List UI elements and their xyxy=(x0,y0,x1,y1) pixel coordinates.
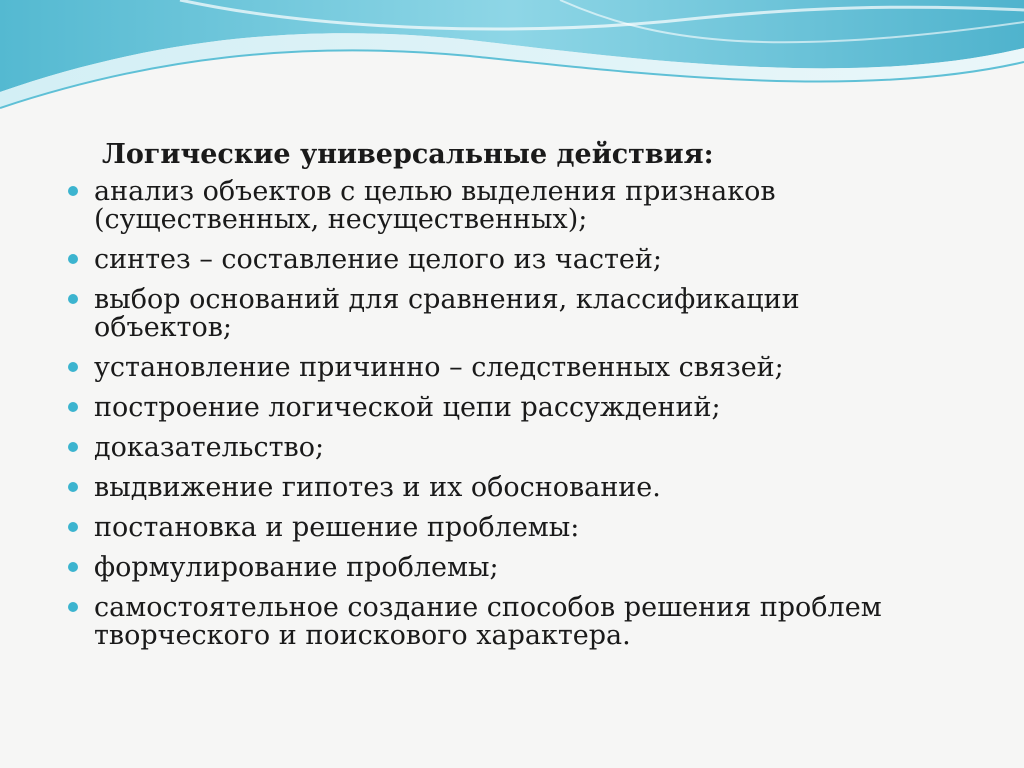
bullet-text-line: постановка и решение проблемы: xyxy=(94,512,580,543)
bullet-text-line: синтез – составление целого из частей; xyxy=(94,244,662,275)
bullet-text-line: установление причинно – следственных связей; xyxy=(94,352,784,383)
bullet-item xyxy=(66,434,976,462)
bullet-text-line: самостоятельное создание способов решения проблем xyxy=(94,592,882,623)
bullet-text-line: формулирование проблемы; xyxy=(94,552,499,583)
bullet-dot-icon xyxy=(68,362,78,372)
bullet-dot-icon xyxy=(68,402,78,412)
bullet-text-line: анализ объектов с целью выделения признаков xyxy=(94,176,776,207)
bullet-text-line: выдвижение гипотез и их обоснование. xyxy=(94,472,661,503)
bullet-dot-icon xyxy=(68,254,78,264)
bullet-dot-icon xyxy=(68,442,78,452)
bullet-dot-icon xyxy=(68,602,78,612)
bullet-text-line: выбор оснований для сравнения, классификации xyxy=(94,284,800,315)
bullet-item xyxy=(66,514,976,542)
bullet-text-line: объектов; xyxy=(94,312,233,343)
bullet-item xyxy=(66,394,976,422)
bullet-dot-icon xyxy=(68,562,78,572)
bullet-item xyxy=(66,286,976,342)
decorative-wave-header xyxy=(0,0,1024,130)
bullet-item xyxy=(66,554,976,582)
bullet-dot-icon xyxy=(68,522,78,532)
bullet-text-line: творческого и поискового характера. xyxy=(94,620,631,651)
bullet-item xyxy=(66,354,976,382)
bullet-text-line: (существенных, несущественных); xyxy=(94,204,588,235)
bullet-item xyxy=(66,246,976,274)
bullet-list xyxy=(66,178,976,650)
slide-heading: Логические универсальные действия: xyxy=(102,139,714,170)
bullet-item xyxy=(66,594,976,650)
bullet-item xyxy=(66,178,976,234)
slide-content xyxy=(66,138,976,662)
bullet-item xyxy=(66,474,976,502)
bullet-text-line: доказательство; xyxy=(94,432,325,463)
bullet-text-line: построение логической цепи рассуждений; xyxy=(94,392,721,423)
bullet-dot-icon xyxy=(68,482,78,492)
bullet-dot-icon xyxy=(68,186,78,196)
bullet-dot-icon xyxy=(68,294,78,304)
